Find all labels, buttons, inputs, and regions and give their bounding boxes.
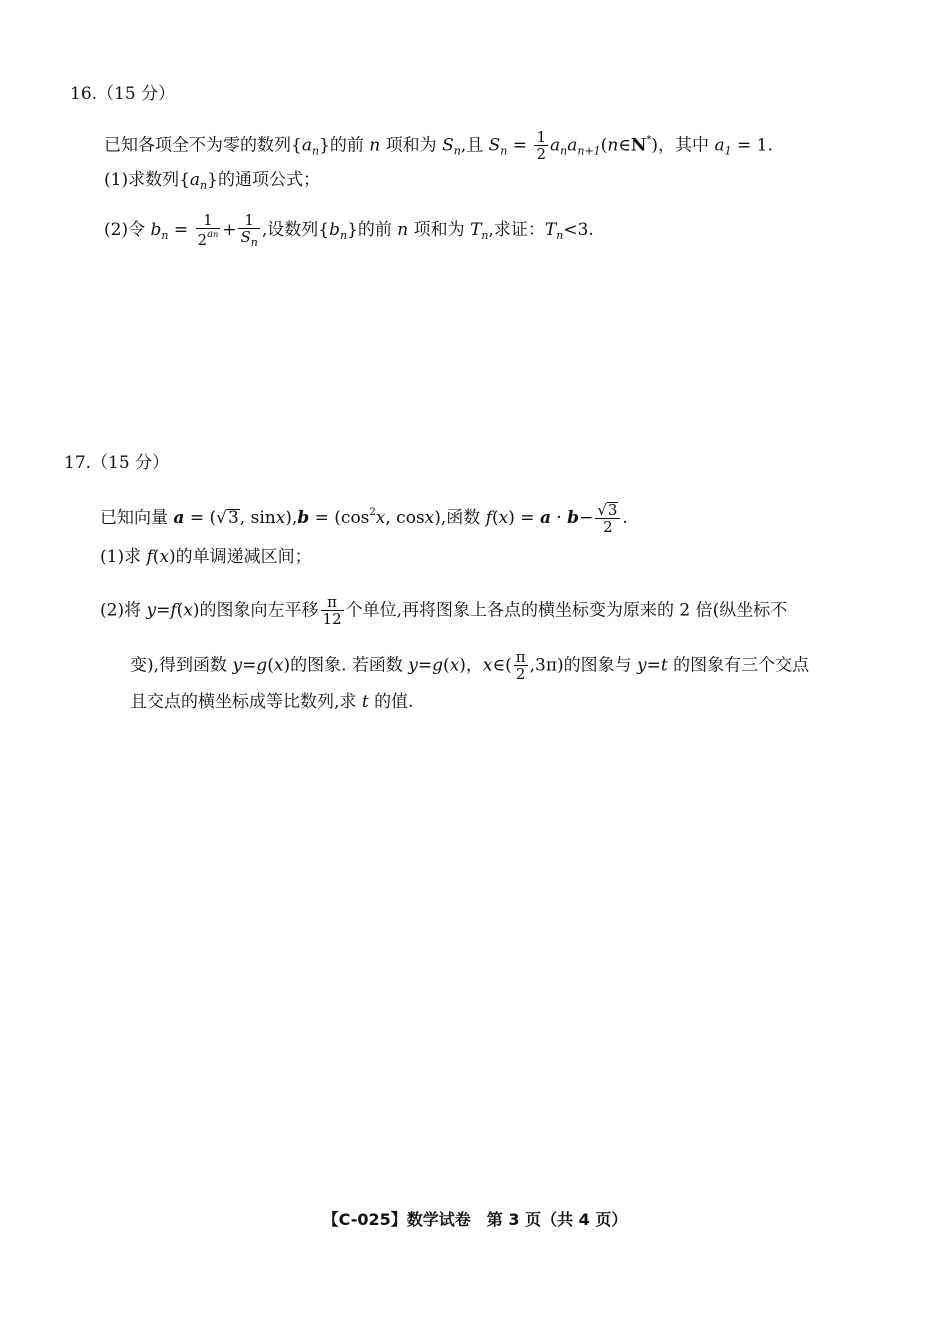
q17-part1: (1)求 f(x)的单调递减区间； bbox=[100, 547, 312, 567]
q16-part2: (2)令 $b_n$ = $\frac{1}{2^{an}}$ + $\frac{1}{S_n}$ ,设数列$\{b_n\}$的前 n 项和为 $T_n$,求证：$T_n<3$. bbox=[104, 211, 594, 249]
page-footer: 【C-025】数学试卷 第 3 页（共 4 页） bbox=[322, 1210, 628, 1229]
q16-stem: 已知各项全不为零的数列$\{a_n\}$的前 n 项和为 $S_n$,且 $S_n$ = $\frac{1}{2}$ $a_na_{n+1}(n\in N^*)$，其中 $a_1 = 1$. bbox=[104, 128, 773, 163]
q17-header: 17.（15 分） bbox=[64, 453, 170, 473]
q17-part2-line2: 变),得到函数 y=g(x)的图象. 若函数 y=g(x)，x∈( $\frac{\pi}{2}$ ,3π)的图象与 y=t 的图象有三个交点 bbox=[130, 648, 810, 683]
q17-part2-line1: (2)将 y=f(x)的图象向左平移 $\frac{\pi}{12}$ 个单位,再将图象上各点的横坐标变为原来的 2 倍(纵坐标不 bbox=[100, 593, 788, 628]
q16-part1: (1)求数列$\{a_n\}$的通项公式； bbox=[104, 170, 320, 192]
q16-header: 16.（15 分） bbox=[70, 84, 176, 104]
q17-stem: 已知向量 a = (√3, $\sin x),b = (\cos^2x$, cosx),函数 f(x) = a · b− $\frac{√3}{2}$ . bbox=[100, 501, 628, 536]
q17-part2-line3: 且交点的横坐标成等比数列,求 t 的值. bbox=[130, 692, 414, 712]
